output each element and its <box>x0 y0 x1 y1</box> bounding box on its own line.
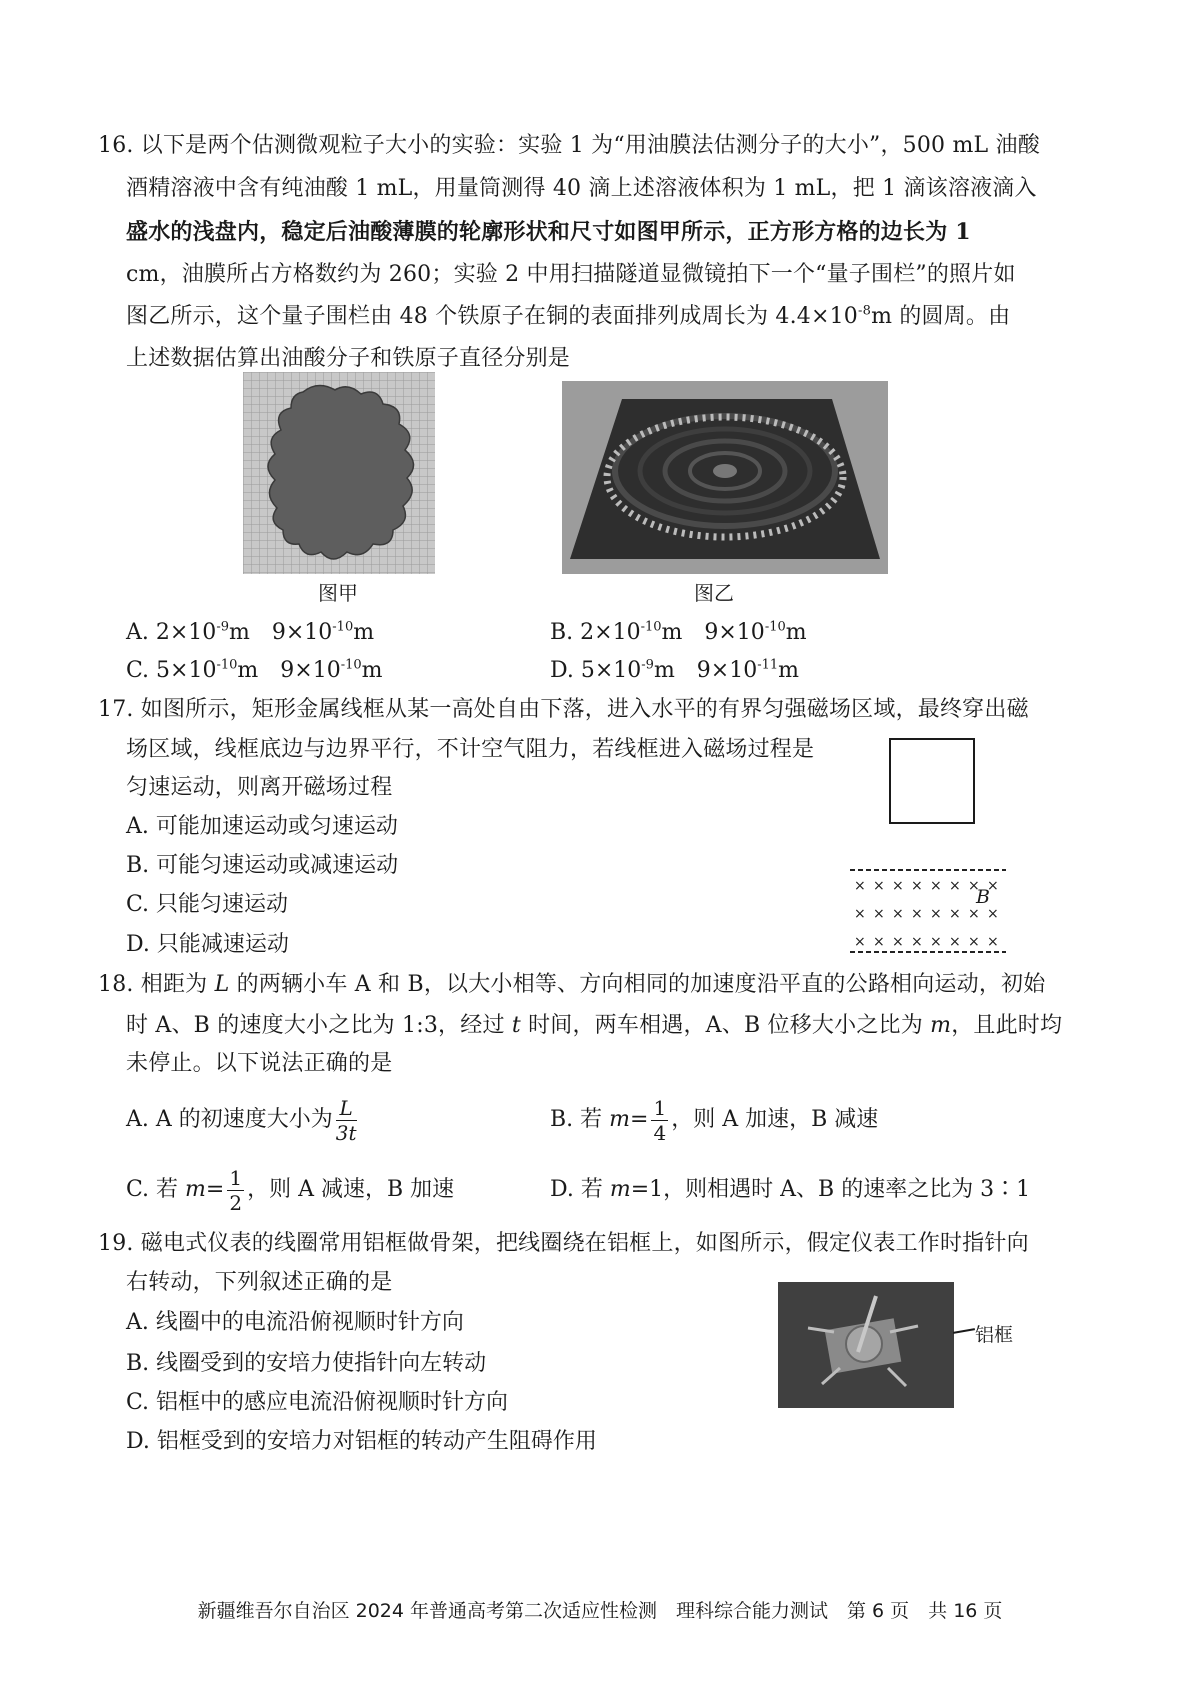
label-leader-line <box>953 1328 975 1334</box>
figure-jia-caption: 图甲 <box>318 581 358 605</box>
q18-line-2: 时 A、B 的速度大小之比为 1:3，经过 t 时间，两车相遇，A、B 位移大小之比为 m，且此时均 <box>126 1013 1063 1038</box>
field-cross-mark: × <box>987 934 999 950</box>
q16-option-d: D. $5\times 10^{-9}m$ $9\times 10^{-11}m$ <box>550 657 800 683</box>
field-cross-mark: × <box>987 878 999 894</box>
q16-line-2: 酒精溶液中含有纯油酸 1 mL，用量筒测得 40 滴上述溶液体积为 1 mL，把 1 滴该溶液滴入 <box>126 176 1037 201</box>
q18-option-c: C. 若 m= $\frac{1}{2}$ ，则 A 减速，B 加速 <box>126 1165 455 1215</box>
q18-option-a: A. A 的初速度大小为 $\frac{L}{3t}$ <box>126 1095 357 1145</box>
field-cross-mark: × <box>949 878 961 894</box>
field-cross-mark: × <box>930 878 942 894</box>
field-cross-mark: × <box>873 878 885 894</box>
field-cross-mark: × <box>892 878 904 894</box>
wire-frame <box>889 738 975 824</box>
field-cross-mark: × <box>873 906 885 922</box>
field-cross-mark: × <box>987 906 999 922</box>
field-cross-mark: × <box>854 934 866 950</box>
q16-option-b: B. $2\times 10^{-10}m$ $9\times 10^{-10}m$ <box>550 619 807 645</box>
field-cross-mark: × <box>854 878 866 894</box>
quantum-corral-figure <box>562 381 888 574</box>
field-cross-mark: × <box>911 934 923 950</box>
field-cross-mark: × <box>949 934 961 950</box>
q18-option-d: D. 若 m=1，则相遇时 A、B 的速率之比为 3∶1 <box>550 1177 1031 1202</box>
field-cross-mark: × <box>930 906 942 922</box>
page-footer: 新疆维吾尔自治区 2024 年普通高考第二次适应性检测 理科综合能力测试 第 6 页 共 16 页 <box>197 1600 1003 1622</box>
oil-film-figure <box>243 372 435 574</box>
q16-line-3: 盛水的浅盘内，稳定后油酸薄膜的轮廓形状和尺寸如图甲所示，正方形方格的边长为 1 <box>126 219 971 245</box>
magnetic-field-figure <box>846 866 1010 958</box>
q16-option-a: A. $2\times 10^{-9}m$ $9\times 10^{-10}m$ <box>126 619 375 645</box>
q19-line-2: 右转动，下列叙述正确的是 <box>126 1270 393 1295</box>
field-cross-mark: × <box>911 878 923 894</box>
aluminum-frame-photo <box>778 1282 954 1408</box>
q18-line-1: 18. 相距为 L 的两辆小车 A 和 B，以大小相等、方向相同的加速度沿平直的公路相向运动，初始 <box>98 972 1046 997</box>
q16-line-6: 上述数据估算出油酸分子和铁原子直径分别是 <box>126 346 571 371</box>
q17-line-3: 匀速运动，则离开磁场过程 <box>126 775 393 800</box>
q16-line-5: 图乙所示，这个量子围栏由 48 个铁原子在铜的表面排列成周长为 $4.4\times 10^{-8}m$ 的圆周。由 <box>126 303 1011 329</box>
field-cross-mark: × <box>892 934 904 950</box>
q17-line-2: 场区域，线框底边与边界平行，不计空气阻力，若线框进入磁场过程是 <box>126 737 815 762</box>
field-cross-mark: × <box>854 906 866 922</box>
q19-option-c: C. 铝框中的感应电流沿俯视顺时针方向 <box>126 1390 509 1415</box>
field-cross-mark: × <box>873 934 885 950</box>
field-cross-mark: × <box>949 906 961 922</box>
q18-line-3: 未停止。以下说法正确的是 <box>126 1051 393 1076</box>
field-cross-mark: × <box>968 934 980 950</box>
q16-option-c: C. $5\times 10^{-10}m$ $9\times 10^{-10}m$ <box>126 657 383 683</box>
q16-line-4: cm，油膜所占方格数约为 260；实验 2 中用扫描隧道显微镜拍下一个“量子围栏”的照片如 <box>126 262 1016 287</box>
q17-option-d: D. 只能减速运动 <box>126 932 289 957</box>
field-cross-mark: × <box>911 906 923 922</box>
aluminum-frame-label: 铝框 <box>975 1324 1014 1346</box>
q19-option-d: D. 铝框受到的安培力对铝框的转动产生阻碍作用 <box>126 1429 597 1454</box>
q16-line-1: 16. 以下是两个估测微观粒子大小的实验：实验 1 为“用油膜法估测分子的大小”，500 mL 油酸 <box>98 133 1040 158</box>
field-cross-mark: × <box>930 934 942 950</box>
field-cross-mark: × <box>892 906 904 922</box>
q17-line-1: 17. 如图所示，矩形金属线框从某一高处自由下落，进入水平的有界匀强磁场区域，最终穿出磁 <box>98 697 1029 722</box>
q19-option-a: A. 线圈中的电流沿俯视顺时针方向 <box>126 1310 464 1335</box>
q18-option-b: B. 若 m= $\frac{1}{4}$ ，则 A 加速，B 减速 <box>550 1095 879 1145</box>
oil-film-shape <box>268 385 414 559</box>
field-cross-mark: × <box>968 906 980 922</box>
field-cross-mark: × <box>968 878 980 894</box>
q19-option-b: B. 线圈受到的安培力使指针向左转动 <box>126 1351 487 1376</box>
q17-option-c: C. 只能匀速运动 <box>126 892 289 917</box>
field-label: B <box>976 886 990 908</box>
q17-option-a: A. 可能加速运动或匀速运动 <box>126 814 398 839</box>
figure-yi-caption: 图乙 <box>694 581 734 605</box>
q17-option-b: B. 可能匀速运动或减速运动 <box>126 853 399 878</box>
q19-line-1: 19. 磁电式仪表的线圈常用铝框做骨架，把线圈绕在铝框上，如图所示，假定仪表工作时指针向 <box>98 1231 1029 1256</box>
